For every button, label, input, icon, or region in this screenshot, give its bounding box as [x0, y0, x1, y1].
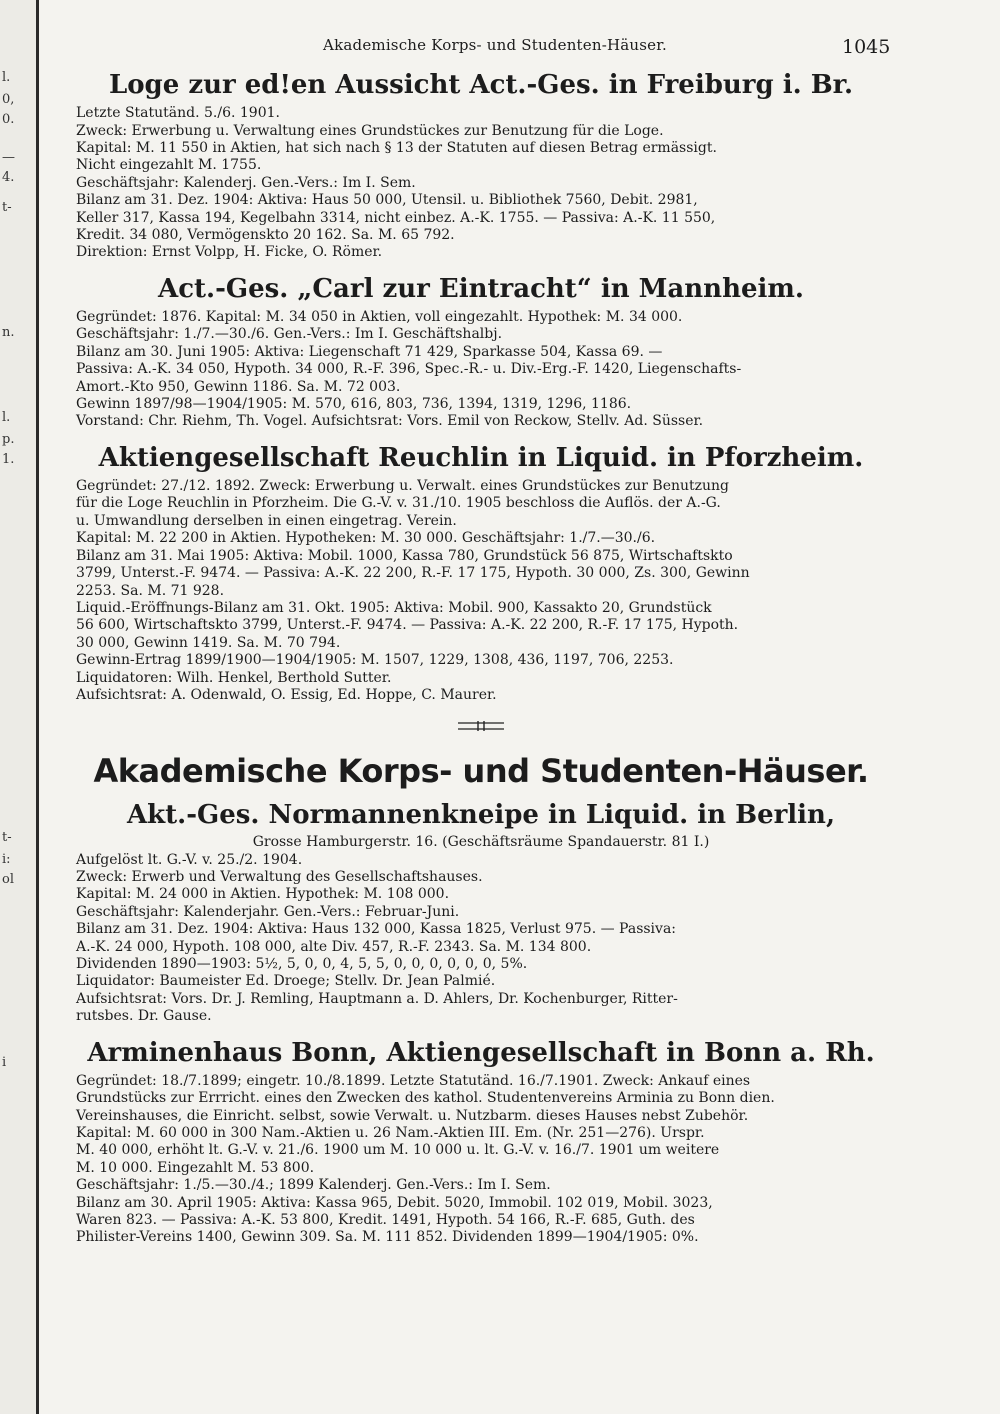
- entry-title: Akt.-Ges. Normannenkneipe in Liquid. in Berlin,: [126, 800, 836, 831]
- entry-line: M. 10 000. Eingezahlt M. 53 800.: [76, 1159, 315, 1176]
- entry-line: Gegründet: 18./7.1899; eingetr. 10./8.1899. Letzte Statutänd. 16./7.1901. Zweck: Ankauf eines: [76, 1072, 751, 1089]
- entry-line: Geschäftsjahr: Kalenderjahr. Gen.-Vers.: Februar-Juni.: [76, 903, 460, 920]
- entry-line: A.-K. 24 000, Hypoth. 108 000, alte Div. 457, R.-F. 2343. Sa. M. 134 800.: [76, 938, 592, 955]
- entry-line: Geschäftsjahr: 1./5.—30./4.; 1899 Kalenderj. Gen.-Vers.: Im I. Sem.: [76, 1177, 551, 1194]
- entry-line: Bilanz am 30. Juni 1905: Aktiva: Liegenschaft 71 429, Sparkasse 504, Kassa 69. —: [76, 343, 663, 360]
- company-entry: [76, 1038, 886, 1247]
- entry-line: Zweck: Erwerb und Verwaltung des Gesellschaftshauses.: [76, 868, 483, 885]
- entry-line: M. 40 000, erhöht lt. G.-V. v. 21./6. 1900 um M. 10 000 u. lt. G.-V. v. 16./7. 1901 um weitere: [76, 1142, 720, 1159]
- left-page-margin: [0, 0, 38, 1414]
- entry-line: Geschäftsjahr: Kalenderj. Gen.-Vers.: Im I. Sem.: [76, 174, 416, 191]
- entry-line: 3799, Unterst.-F. 9474. — Passiva: A.-K. 22 200, R.-F. 17 175, Hypoth. 30 000, Zs. 300, Gewinn: [76, 565, 750, 582]
- entry-line: Nicht eingezahlt M. 1755.: [76, 157, 262, 174]
- margin-fragment: t-: [2, 830, 12, 845]
- margin-fragment: i: [2, 1055, 7, 1070]
- margin-fragment: 0,: [2, 92, 15, 107]
- entry-title: Act.-Ges. „Carl zur Eintracht“ in Mannheim.: [158, 273, 804, 304]
- entry-line: Passiva: A.-K. 34 050, Hypoth. 34 000, R.-F. 396, Spec.-R.- u. Div.-Erg.-F. 1420, Liegenschafts-: [76, 361, 742, 378]
- entry-line: Kapital: M. 11 550 in Aktien, hat sich nach § 13 der Statuten auf diesen Betrag ermässigt.: [76, 140, 717, 156]
- entry-line: Liquid.-Eröffnungs-Bilanz am 31. Okt. 1905: Aktiva: Mobil. 900, Kassakto 20, Grundstück: [76, 599, 712, 616]
- entry-line: Aufsichtsrat: A. Odenwald, O. Essig, Ed. Hoppe, C. Maurer.: [76, 686, 497, 703]
- margin-fragment: l.: [2, 410, 11, 425]
- entry-line: Vorstand: Chr. Riehm, Th. Vogel. Aufsichtsrat: Vors. Emil von Reckow, Stellv. Ad. Süsser.: [76, 413, 704, 430]
- entry-address: Grosse Hamburgerstr. 16. (Geschäftsräume Spandauerstr. 81 I.): [252, 833, 710, 850]
- margin-fragment: —: [2, 150, 15, 165]
- binding-rule: [36, 0, 39, 1414]
- entry-line: u. Umwandlung derselben in einen eingetrag. Verein.: [76, 512, 457, 529]
- entry-line: Grundstücks zur Errricht. eines den Zwecken des kathol. Studentenvereins Arminia zu Bonn dien.: [76, 1090, 775, 1107]
- ornament-icon: [456, 720, 506, 732]
- entry-line: für die Loge Reuchlin in Pforzheim. Die G.-V. v. 31./10. 1905 beschloss die Auflös. der A.-G.: [76, 495, 721, 512]
- entry-line: Aufsichtsrat: Vors. Dr. J. Remling, Hauptmann a. D. Ahlers, Dr. Kochenburger, Ritter-: [76, 990, 678, 1007]
- company-entry: [76, 70, 886, 262]
- margin-fragment: n.: [2, 325, 15, 340]
- entry-line: Gewinn-Ertrag 1899/1900—1904/1905: M. 1507, 1229, 1308, 436, 1197, 706, 2253.: [76, 652, 674, 669]
- entry-title: Arminenhaus Bonn, Aktiengesellschaft in Bonn a. Rh.: [87, 1037, 875, 1068]
- ornament-divider: [76, 716, 886, 736]
- margin-fragment: 0.: [2, 112, 15, 127]
- entry-line: Kapital: M. 60 000 in 300 Nam.-Aktien u. 26 Nam.-Aktien III. Em. (Nr. 251—276). Urspr.: [76, 1125, 705, 1141]
- entry-line: Vereinshauses, die Einricht. selbst, sowie Verwalt. u. Nutzbarm. dieses Hauses nebst Zubehör.: [76, 1107, 749, 1124]
- entry-line: Kapital: M. 24 000 in Aktien. Hypothek: M. 108 000.: [76, 886, 450, 903]
- running-header: Akademische Korps- und Studenten-Häuser.: [323, 36, 667, 54]
- entry-line: Gegründet: 1876. Kapital: M. 34 050 in Aktien, voll eingezahlt. Hypothek: M. 34 000.: [76, 309, 683, 326]
- margin-fragment: t-: [2, 200, 12, 215]
- entry-line: Bilanz am 30. April 1905: Aktiva: Kassa 965, Debit. 5020, Immobil. 102 019, Mobil. 3023,: [76, 1194, 713, 1211]
- entry-line: Waren 823. — Passiva: A.-K. 53 800, Kredit. 1491, Hypoth. 54 166, R.-F. 685, Guth. des: [76, 1212, 695, 1229]
- margin-fragment: 1.: [2, 452, 15, 467]
- entry-line: Bilanz am 31. Mai 1905: Aktiva: Mobil. 1000, Kassa 780, Grundstück 56 875, Wirtschaftskto: [76, 547, 733, 564]
- entry-line: Kapital: M. 22 200 in Aktien. Hypotheken: M. 30 000. Geschäftsjahr: 1./7.—30./6.: [76, 530, 656, 547]
- entry-line: 30 000, Gewinn 1419. Sa. M. 70 794.: [76, 634, 341, 651]
- entry-line: Gewinn 1897/98—1904/1905: M. 570, 616, 803, 736, 1394, 1319, 1296, 1186.: [76, 396, 632, 413]
- entry-line: Direktion: Ernst Volpp, H. Ficke, O. Römer.: [76, 244, 383, 261]
- page-number: 1045: [842, 36, 891, 58]
- margin-fragment: l.: [2, 70, 11, 85]
- company-entry: [76, 800, 886, 1025]
- entry-title: Loge zur ed!en Aussicht Act.-Ges. in Freiburg i. Br.: [108, 70, 854, 100]
- entry-line: 56 600, Wirtschaftskto 3799, Unterst.-F. 9474. — Passiva: A.-K. 22 200, R.-F. 17 175, Hypoth.: [76, 617, 739, 634]
- margin-fragment: ol: [2, 872, 14, 887]
- page-content: [76, 60, 886, 1247]
- entry-line: Kredit. 34 080, Vermögenskto 20 162. Sa. M. 65 792.: [76, 227, 455, 244]
- entry-line: Dividenden 1890—1903: 5½, 5, 0, 0, 4, 5, 5, 0, 0, 0, 0, 0, 0, 5%.: [76, 955, 528, 972]
- entry-line: Letzte Statutänd. 5./6. 1901.: [76, 105, 280, 122]
- margin-fragment: 4.: [2, 170, 15, 185]
- entry-line: Keller 317, Kassa 194, Kegelbahn 3314, nicht einbez. A.-K. 1755. — Passiva: A.-K. 11 550,: [76, 209, 716, 226]
- entry-line: Bilanz am 31. Dez. 1904: Aktiva: Haus 50 000, Utensil. u. Bibliothek 7560, Debit. 2981,: [76, 192, 698, 209]
- entry-line: rutsbes. Dr. Gause.: [76, 1008, 212, 1025]
- company-entry: [76, 274, 886, 431]
- entry-line: Philister-Vereins 1400, Gewinn 309. Sa. M. 111 852. Dividenden 1899—1904/1905: 0%.: [76, 1229, 699, 1246]
- entry-line: Aufgelöst lt. G.-V. v. 25./2. 1904.: [76, 851, 303, 868]
- entry-line: Geschäftsjahr: 1./7.—30./6. Gen.-Vers.: Im I. Geschäftshalbj.: [76, 326, 503, 343]
- margin-fragment: i:: [2, 852, 11, 867]
- entry-line: 2253. Sa. M. 71 928.: [76, 582, 225, 599]
- entry-line: Gegründet: 27./12. 1892. Zweck: Erwerbung u. Verwalt. eines Grundstückes zur Benutzung: [76, 478, 730, 495]
- entry-line: Liquidator: Baumeister Ed. Droege; Stellv. Dr. Jean Palmié.: [76, 973, 496, 990]
- entry-line: Bilanz am 31. Dez. 1904: Aktiva: Haus 132 000, Kassa 1825, Verlust 975. — Passiva:: [76, 921, 677, 938]
- section-heading: Akademische Korps- und Studenten-Häuser.: [93, 752, 869, 791]
- company-entry: [76, 443, 886, 704]
- entry-line: Amort.-Kto 950, Gewinn 1186. Sa. M. 72 003.: [76, 378, 401, 395]
- entry-title: Aktiengesellschaft Reuchlin in Liquid. in Pforzheim.: [98, 442, 864, 473]
- entry-line: Zweck: Erwerbung u. Verwaltung eines Grundstückes zur Benutzung für die Loge.: [76, 122, 664, 139]
- entry-line: Liquidatoren: Wilh. Henkel, Berthold Sutter.: [76, 669, 392, 686]
- margin-fragment: p.: [2, 432, 15, 447]
